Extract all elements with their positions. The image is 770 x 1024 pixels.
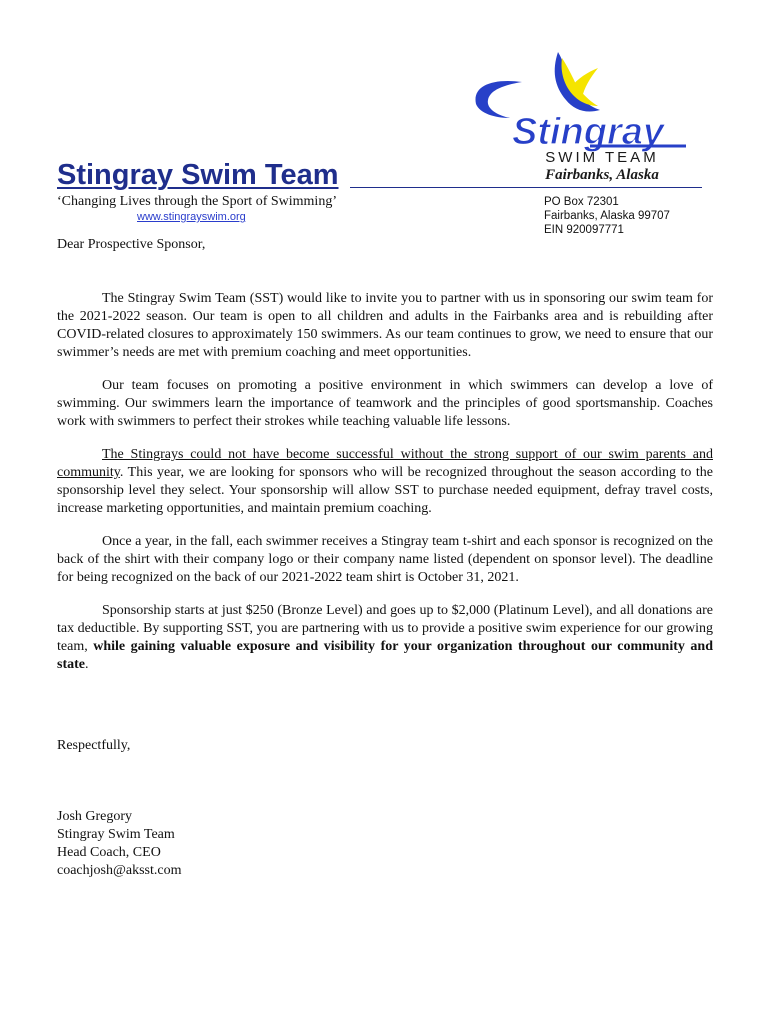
- address-city: Fairbanks, Alaska 99707: [544, 210, 670, 222]
- underlined-support-text: The Stingrays could not have become successful without the strong support of our swim parents and community: [57, 447, 713, 480]
- signer-name: Josh Gregory: [57, 809, 133, 824]
- logo-location: Fairbanks, Alaska: [545, 167, 659, 183]
- stingray-logo-graphic: [470, 48, 698, 158]
- signer-organization: Stingray Swim Team: [57, 827, 175, 842]
- paragraph-intro: The Stingray Swim Team (SST) would like to invite you to partner with us in sponsoring our swim team for the 2021-2022 season. Our team is open to all children and adults in the Fairbanks area and is rebuilding after COVID-related closures to approximately 150 swimmers. As our team continues to grow, we need to ensure that our swimmer’s needs are met with premium coaching and meet opportunities.: [57, 291, 713, 360]
- signer-email[interactable]: coachjosh@aksst.com: [57, 863, 182, 878]
- paragraph-tshirt: Once a year, in the fall, each swimmer receives a Stingray team t-shirt and each sponsor is recognized on the back of the shirt with their company logo or their company name listed (dependent on sponsor level). The deadline for being recognized on the back of our 2021-2022 team shirt is October 31, 2021.: [57, 534, 713, 585]
- bold-exposure-text: while gaining valuable exposure and visibility for your organization throughout our community and state: [57, 639, 713, 672]
- team-tagline: ‘Changing Lives through the Sport of Swimming’: [57, 194, 337, 209]
- sponsorship-text: Sponsorship starts at just $250 (Bronze Level) and goes up to $2,000 (Platinum Level), and all donations are tax deductible. By supporting SST, you are partnering with us to provide a positive swim experience for our growing team,: [57, 603, 713, 654]
- letter-body: [57, 290, 713, 689]
- signer-role: Head Coach, CEO: [57, 845, 161, 860]
- signature-block: [57, 808, 181, 880]
- mailing-address: [544, 195, 670, 237]
- logo-subtitle: SWIM TEAM: [545, 149, 659, 166]
- support-text-rest: . This year, we are looking for sponsors who will be recognized throughout the season according to the sponsorship level they select. Your sponsorship will allow SST to purchase needed equipment, defray travel costs, increase marketing opportunities, and maintain premium coaching.: [57, 465, 713, 516]
- address-ein: EIN 920097771: [544, 224, 624, 236]
- salutation: Dear Prospective Sponsor,: [57, 237, 206, 252]
- closing: Respectfully,: [57, 738, 131, 753]
- address-po-box: PO Box 72301: [544, 196, 619, 208]
- sponsorship-end: .: [85, 657, 89, 672]
- letterhead-title: Stingray Swim Team: [57, 159, 339, 191]
- team-logo: [470, 48, 698, 188]
- paragraph-support: [57, 446, 713, 518]
- paragraph-environment: Our team focuses on promoting a positive environment in which swimmers can develop a love of swimming. Our swimmers learn the importance of teamwork and the principles of good sportsmanship. Coaches work with swimmers to perfect their strokes while teaching valuable life lessons.: [57, 378, 713, 429]
- title-rule: [350, 187, 702, 188]
- website-link[interactable]: www.stingrayswim.org: [137, 211, 246, 223]
- paragraph-sponsorship: [57, 602, 713, 674]
- svg-text:Stingray: Stingray: [512, 111, 665, 153]
